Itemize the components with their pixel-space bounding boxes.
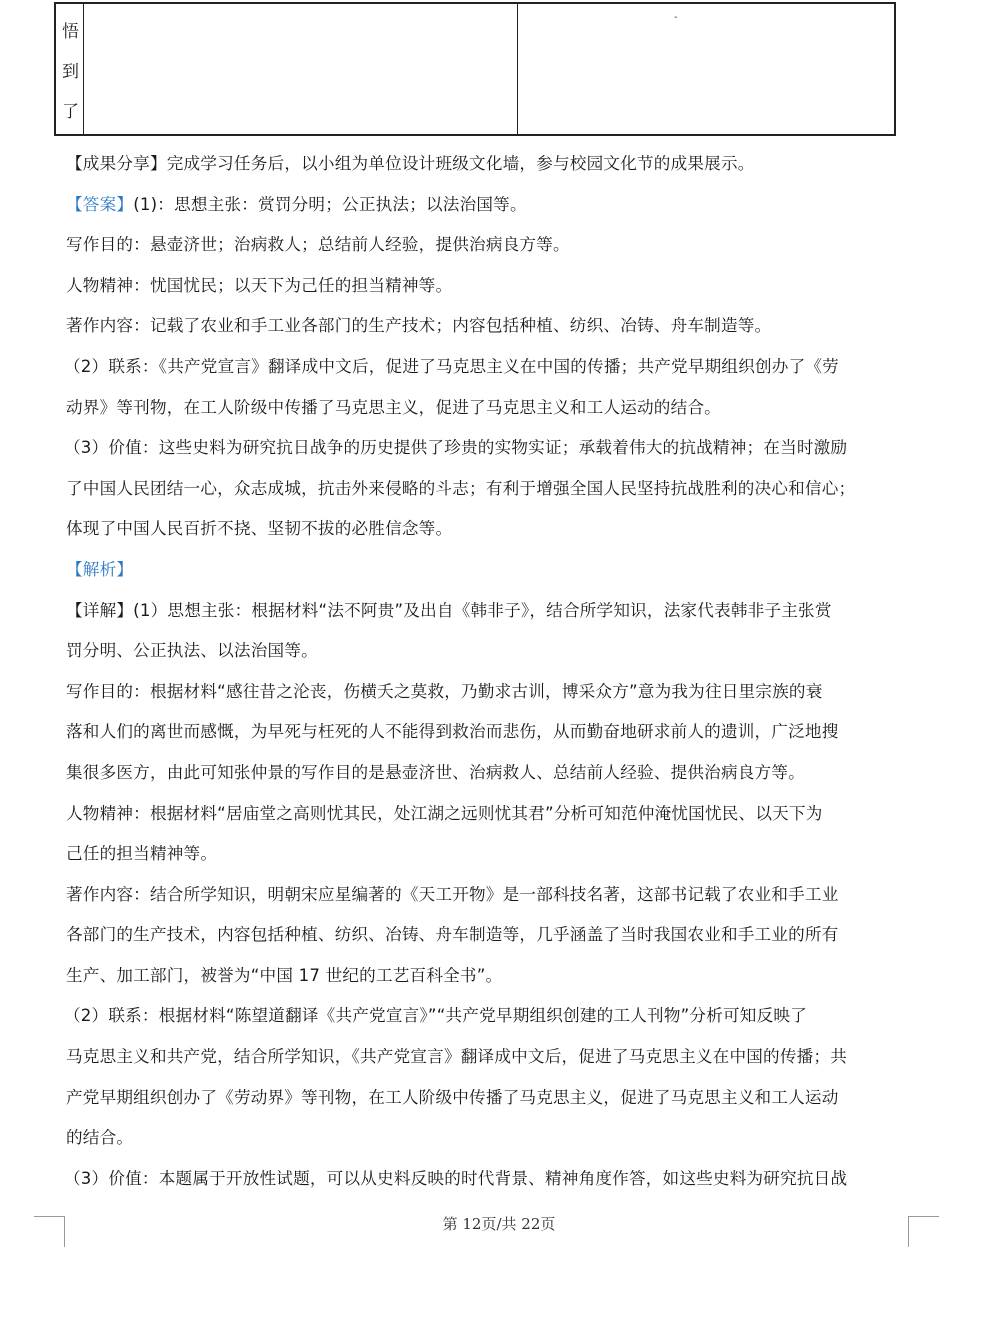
text-line: 落和人们的离世而感慨，为早死与枉死的人不能得到救治而悲伤，从而勤奋地研求前人的遗训，广泛地搜 [66, 722, 839, 742]
text-line: 集很多医方，由此可知张仲景的写作目的是悬壶济世、治病救人、总结前人经验、提供治病良方等。 [66, 762, 805, 782]
text-line: 【成果分享】完成学习任务后，以小组为单位设计班级文化墙，参与校园文化节的成果展示。 [66, 154, 755, 173]
text-line: 写作目的：悬壶济世；治病救人；总结前人经验，提供治病良方等。 [66, 235, 570, 255]
answer-label: 【答案】 [66, 194, 134, 214]
table-fragment [54, 2, 896, 136]
text-line: 人物精神：忧国忧民；以天下为己任的担当精神等。 [66, 275, 453, 295]
table-left-column [56, 4, 84, 134]
text-line: 了中国人民团结一心，众志成城，抗击外来侵略的斗志；有利于增强全国人民坚持抗战胜利的决心和信心； [66, 478, 856, 498]
text-span: (1)：思想主张：赏罚分明；公正执法；以法治国等。 [133, 194, 527, 214]
text-line: 人物精神：根据材料“居庙堂之高则忧其民，处江湖之远则忧其君”分析可知范仲淹忧国忧民、以天下为 [66, 803, 823, 823]
text-line: 己任的担当精神等。 [66, 844, 218, 864]
text-line: 各部门的生产技术，内容包括种植、纺织、冶铸、舟车制造等，几乎涵盖了当时我国农业和手工业的所有 [66, 925, 839, 945]
text-line: 生产、加工部门，被誉为“中国 17 世纪的工艺百科全书”。 [66, 965, 503, 985]
answer-text-block [66, 144, 926, 1199]
page-footer: 第 12页/共 22页 [442, 1215, 556, 1233]
text-line: 产党早期组织创办了《劳动界》等刊物，在工人阶级中传播了马克思主义，促进了马克思主义和工人运动 [66, 1087, 839, 1107]
answer-line [66, 185, 926, 226]
text-line: 罚分明、公正执法、以法治国等。 [66, 641, 318, 661]
table-column-divider [517, 4, 518, 134]
text-line: （3）价值：这些史料为研究抗日战争的历史提供了珍贵的实物实证；承载着伟大的抗战精神；在当时激励 [64, 438, 848, 458]
text-line: （2）联系：《共产党宣言》翻译成中文后，促进了马克思主义在中国的传播；共产党早期组织创办了《劳 [64, 356, 839, 376]
table-cell-char: 了 [62, 102, 79, 122]
text-line: 著作内容：结合所学知识，明朝宋应星编著的《天工开物》是一部科技名著，这部书记载了农业和手工业 [66, 884, 839, 904]
text-line: 的结合。 [66, 1128, 134, 1148]
table-cell-char: 到 [62, 62, 79, 82]
text-line: 著作内容：记载了农业和手工业各部门的生产技术；内容包括种植、纺织、冶铸、舟车制造等。 [66, 316, 772, 336]
text-line: 【详解】(1）思想主张：根据材料“法不阿贵”及出自《韩非子》，结合所学知识，法家代表韩非子主张赏 [66, 600, 832, 620]
text-line: 动界》等刊物，在工人阶级中传播了马克思主义，促进了马克思主义和工人运动的结合。 [66, 397, 721, 417]
analysis-label: 【解析】 [66, 559, 134, 579]
text-line: （2）联系：根据材料“陈望道翻译《共产党宣言》”“共产党早期组织创建的工人刊物”分析可知反映了 [64, 1006, 807, 1026]
text-line: 写作目的：根据材料“感往昔之沦丧，伤横夭之莫救，乃勤求古训，博采众方”意为我为往日里宗族的衰 [66, 681, 823, 701]
text-line: （3）价值：本题属于开放性试题，可以从史料反映的时代背景、精神角度作答，如这些史料为研究抗日战 [64, 1168, 848, 1188]
text-line: 体现了中国人民百折不挠、坚韧不拔的必胜信念等。 [66, 519, 453, 539]
text-line: 马克思主义和共产党，结合所学知识，《共产党宣言》翻译成中文后，促进了马克思主义在中国的传播；共 [66, 1047, 848, 1067]
table-mark: - [674, 12, 678, 23]
table-cell-char: 悟 [62, 22, 79, 42]
